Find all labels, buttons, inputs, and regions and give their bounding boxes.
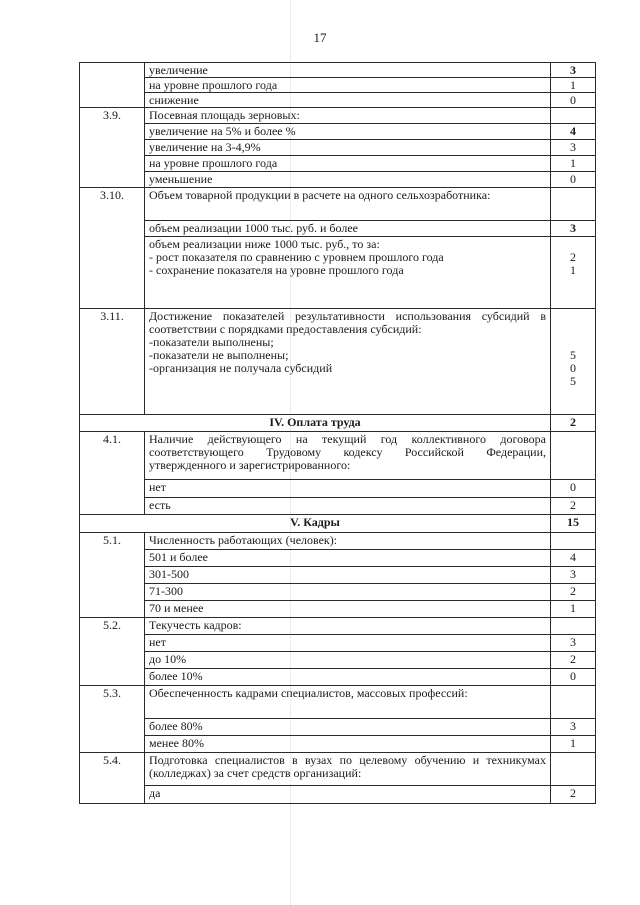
score-value bbox=[551, 753, 596, 786]
table-row bbox=[80, 78, 596, 93]
criterion-text: 71-300 bbox=[145, 584, 551, 601]
criterion-number bbox=[80, 635, 145, 652]
score-value: 3 bbox=[551, 63, 596, 78]
table-row bbox=[80, 618, 596, 635]
criterion-text: нет bbox=[145, 635, 551, 652]
criterion-text: Численность работающих (человек): bbox=[145, 533, 551, 550]
criterion-text: на уровне прошлого года bbox=[145, 156, 551, 172]
criteria-table-body bbox=[80, 63, 596, 804]
score-value: 3 bbox=[551, 719, 596, 736]
criterion-text: 70 и менее bbox=[145, 601, 551, 618]
criterion-text: Посевная площадь зерновых: bbox=[145, 108, 551, 124]
criterion-number bbox=[80, 719, 145, 736]
criterion-number bbox=[80, 78, 145, 93]
criterion-number bbox=[80, 93, 145, 108]
criterion-text: да bbox=[145, 786, 551, 804]
criterion-text: 301-500 bbox=[145, 567, 551, 584]
criterion-number bbox=[80, 140, 145, 156]
table-row bbox=[80, 415, 596, 432]
criterion-number bbox=[80, 601, 145, 618]
table-row bbox=[80, 480, 596, 498]
table-row bbox=[80, 498, 596, 515]
criterion-number bbox=[80, 550, 145, 567]
criterion-number: 3.11. bbox=[80, 309, 145, 415]
table-row bbox=[80, 432, 596, 480]
score-value bbox=[551, 618, 596, 635]
score-value: 1 bbox=[551, 78, 596, 93]
table-row bbox=[80, 515, 596, 533]
page-number: 17 bbox=[313, 30, 327, 45]
table-row bbox=[80, 584, 596, 601]
section-heading-kadry: V. Кадры bbox=[80, 515, 551, 533]
score-value: 0 bbox=[551, 172, 596, 188]
criterion-text: Наличие действующего на текущий год коллективного договора соответствующего Трудовому кодексу Российской Федерации, утвержденного и зарегистрированного: bbox=[145, 432, 551, 480]
table-row bbox=[80, 669, 596, 686]
score-value: 3 bbox=[551, 567, 596, 584]
criterion-number bbox=[80, 567, 145, 584]
score-value bbox=[551, 188, 596, 221]
criterion-text: объем реализации ниже 1000 тыс. руб., то за: - рост показателя по сравнению с уровнем прошлого года - сохранение показателя на уровне прошлого года bbox=[145, 237, 551, 309]
criterion-number bbox=[80, 480, 145, 498]
criterion-text: Объем товарной продукции в расчете на одного сельхозработника: bbox=[145, 188, 551, 221]
criterion-number bbox=[80, 156, 145, 172]
criterion-text: Подготовка специалистов в вузах по целевому обучению и техникумах (колледжах) за счет средств организаций: bbox=[145, 753, 551, 786]
criteria-table bbox=[79, 62, 596, 804]
score-value: 5 0 5 bbox=[551, 309, 596, 415]
criterion-number bbox=[80, 124, 145, 140]
criterion-number: 3.10. bbox=[80, 188, 145, 221]
score-value: 2 bbox=[551, 498, 596, 515]
criterion-number: 3.9. bbox=[80, 108, 145, 124]
table-row bbox=[80, 635, 596, 652]
criterion-number bbox=[80, 498, 145, 515]
criterion-text: Текучесть кадров: bbox=[145, 618, 551, 635]
section-score: 15 bbox=[551, 515, 596, 533]
criterion-text: 501 и более bbox=[145, 550, 551, 567]
score-value: 2 bbox=[551, 786, 596, 804]
criterion-number: 4.1. bbox=[80, 432, 145, 480]
score-value: 2 1 bbox=[551, 237, 596, 309]
table-row bbox=[80, 221, 596, 237]
criterion-text: Достижение показателей результативности использования субсидий в соответствии с порядками предоставления субсидий: -показатели выполнены; -показатели не выполнены; -организация не получала субсидий bbox=[145, 309, 551, 415]
table-row bbox=[80, 156, 596, 172]
table-row bbox=[80, 172, 596, 188]
criterion-number bbox=[80, 584, 145, 601]
table-row bbox=[80, 93, 596, 108]
table-row bbox=[80, 753, 596, 786]
table-row bbox=[80, 786, 596, 804]
criterion-number: 5.4. bbox=[80, 753, 145, 786]
criterion-number bbox=[80, 172, 145, 188]
criterion-text: до 10% bbox=[145, 652, 551, 669]
score-value bbox=[551, 432, 596, 480]
score-value: 3 bbox=[551, 221, 596, 237]
criterion-number: 5.2. bbox=[80, 618, 145, 635]
criterion-text: менее 80% bbox=[145, 736, 551, 753]
table-row bbox=[80, 719, 596, 736]
criterion-text: увеличение bbox=[145, 63, 551, 78]
table-row bbox=[80, 140, 596, 156]
criterion-number bbox=[80, 786, 145, 804]
criterion-text: более 80% bbox=[145, 719, 551, 736]
criterion-text: на уровне прошлого года bbox=[145, 78, 551, 93]
criterion-number bbox=[80, 63, 145, 78]
table-row bbox=[80, 63, 596, 78]
criterion-text: нет bbox=[145, 480, 551, 498]
criterion-number bbox=[80, 652, 145, 669]
criterion-number: 5.3. bbox=[80, 686, 145, 719]
criterion-text: есть bbox=[145, 498, 551, 515]
table-row bbox=[80, 567, 596, 584]
score-value: 2 bbox=[551, 584, 596, 601]
score-value: 1 bbox=[551, 736, 596, 753]
criterion-number: 5.1. bbox=[80, 533, 145, 550]
table-row bbox=[80, 550, 596, 567]
criterion-number bbox=[80, 669, 145, 686]
table-row bbox=[80, 736, 596, 753]
table-row bbox=[80, 309, 596, 415]
table-row bbox=[80, 686, 596, 719]
criterion-text: более 10% bbox=[145, 669, 551, 686]
criterion-number bbox=[80, 221, 145, 237]
criterion-text: Обеспеченность кадрами специалистов, массовых профессий: bbox=[145, 686, 551, 719]
criterion-text: увеличение на 5% и более % bbox=[145, 124, 551, 140]
section-score: 2 bbox=[551, 415, 596, 432]
score-value: 3 bbox=[551, 140, 596, 156]
score-value: 1 bbox=[551, 601, 596, 618]
table-row bbox=[80, 652, 596, 669]
score-value: 3 bbox=[551, 635, 596, 652]
criterion-number bbox=[80, 237, 145, 309]
score-value bbox=[551, 686, 596, 719]
section-heading-oplata-truda: IV. Оплата труда bbox=[80, 415, 551, 432]
criterion-number bbox=[80, 736, 145, 753]
score-value bbox=[551, 108, 596, 124]
table-row bbox=[80, 124, 596, 140]
criterion-text: снижение bbox=[145, 93, 551, 108]
criterion-text: увеличение на 3-4,9% bbox=[145, 140, 551, 156]
criterion-text: объем реализации 1000 тыс. руб. и более bbox=[145, 221, 551, 237]
table-row bbox=[80, 237, 596, 309]
table-row bbox=[80, 188, 596, 221]
table-row bbox=[80, 601, 596, 618]
score-value: 0 bbox=[551, 669, 596, 686]
score-value: 4 bbox=[551, 124, 596, 140]
criterion-text: уменьшение bbox=[145, 172, 551, 188]
score-value bbox=[551, 533, 596, 550]
score-value: 2 bbox=[551, 652, 596, 669]
score-value: 0 bbox=[551, 93, 596, 108]
score-value: 0 bbox=[551, 480, 596, 498]
score-value: 1 bbox=[551, 156, 596, 172]
table-row bbox=[80, 533, 596, 550]
table-row bbox=[80, 108, 596, 124]
score-value: 4 bbox=[551, 550, 596, 567]
